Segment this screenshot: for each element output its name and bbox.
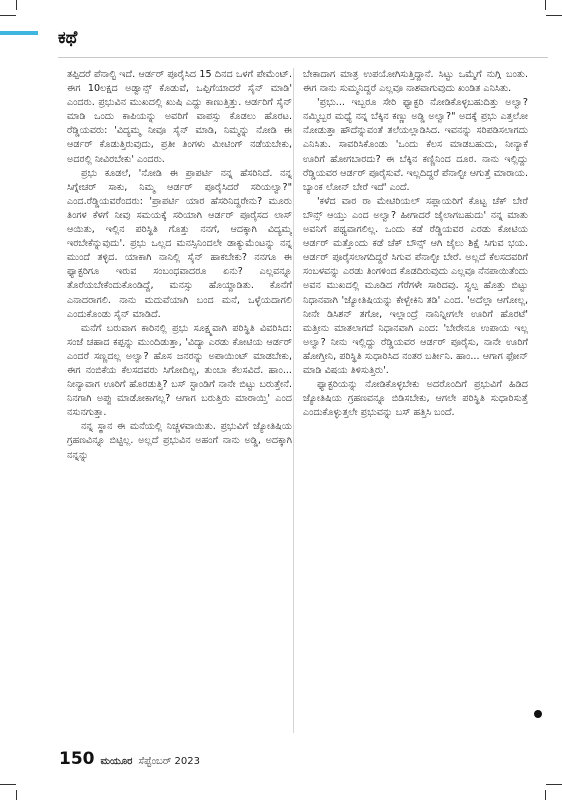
story-end-bullet xyxy=(534,710,542,718)
crop-mark xyxy=(16,0,17,10)
paragraph: ತಪ್ಪಿದರೆ ಪೆನಾಲ್ಟಿ ಇದೆ. ಆರ್ಡರ್ ಪೂರೈಸಿದ 15 ದಿನದ ಒಳಗೆ ಪೇಮೆಂಟ್. ಈಗ 10ಲಕ್ಷದ ಅಡ್ವಾನ್ಸ್ ಕೊಡುವೆ, ಒಪ್ಪಿಗೆಯಾದರೆ ಸೈನ್ ಮಾಡಿ' ಎಂದರು. ಪ್ರಭುವಿನ ಮುಖದಲ್ಲಿ ಖುಷಿ ಎದ್ದು ಕಾಣುತ್ತಿತ್ತು. ಆರ್ಡರಿಗೆ ಸೈನ್ ಮಾಡಿ ಒಂದು ಕಾಪಿಯನ್ನು ಅವರಿಗೆ ವಾಪಸ್ಸು ಕೊಡಲು ಹೊರಟ. ರೆಡ್ಡಿಯವರು: 'ವಿದ್ಯಮ್ಮ ನೀವೂ ಸೈನ್ ಮಾಡಿ, ನಿಮ್ಮನ್ನು ನೋಡಿ ಈ ಆರ್ಡರ್ ಕೊಡುತ್ತಿರುವುದು, ಪ್ರತೀ ತಿಂಗಳು ಮೀಟಿಂಗ್ ನಡೆಯಬೇಕು, ಅದರಲ್ಲಿ ನೀವಿರಬೇಕು' ಎಂದರು. xyxy=(67,69,292,165)
crop-mark xyxy=(546,15,562,16)
story-column-left xyxy=(67,68,292,740)
crop-mark xyxy=(0,15,16,16)
paragraph: ನನ್ನ ಸ್ಥಾನ ಈ ಮನೆಯಲ್ಲಿ ನಿಚ್ಚಳವಾಯಿತು. ಪ್ರಭುವಿಗೆ ಜ್ಯೋತಿಷಿಯ ಗ್ರಹಣವಿನ್ನೂ ಬಿಟ್ಟಿಲ್ಲ. ಅಲ್ಲದೆ ಪ್ರಭುವಿನ ಅಹಂಗೆ ನಾನು ಅಡ್ಡಿ, ಅದಕ್ಕಾಗಿ ನನ್ನನ್ನು xyxy=(67,421,292,461)
issue-date: ಸೆಪ್ಟೆಂಬರ್ 2023 xyxy=(138,756,200,767)
section-accent-bar xyxy=(0,31,38,35)
paragraph: ಪ್ರಭು ಕೂಡಲೆ, 'ನೋಡಿ ಈ ಪ್ರಾಪರ್ಟಿ ನನ್ನ ಹೆಸರಿನಿದೆ. ನನ್ನ ಸಿಗ್ನೇಚರ್ ಸಾಕು, ನಿಮ್ಮ ಆರ್ಡರ್ ಪೂರೈಸಿದರೆ ಸರಿಯಲ್ವಾ?" ಎಂದ.ರೆಡ್ಡಿಯವರೆಂದರು: 'ಪ್ರಾಪರ್ಟಿ ಯಾರ ಹೆಸರಿನಿದ್ದರೇನು? ಮೂರು ತಿಂಗಳ ಕೆಳಗೆ ನೀವು ಸಮಯಕ್ಕೆ ಸರಿಯಾಗಿ ಆರ್ಡರ್ ಪೂರೈಸದ ಲಾಸ್ ಆಯಿತು, ಇಲ್ಲಿನ ಪರಿಸ್ಥಿತಿ ಗೊತ್ತು ನನಗೆ, ಆದಕ್ಕಾಗಿ ವಿದ್ಯಮ್ಮ ಇರಬೇಕೆನ್ನುವುದು'. ಪ್ರಭು ಒಲ್ಲದ ಮನಸ್ಸಿನಿಂದಲೇ ಡಾಕ್ಯುಮೆಂಟನ್ನು ನನ್ನ ಮುಂದೆ ತಳ್ಳಿದ. ಯಾಕಾಗಿ ನಾನಿಲ್ಲಿ ಸೈನ್ ಹಾಕಬೇಕು? ನನಗೂ ಈ ಫ್ಯಾಕ್ಟರಿಗೂ ಇರುವ ಸಂಬಂಧವಾದರೂ ಏನು? ಎಲ್ಲವನ್ನೂ ತೊರೆಯಬೇಕೆಂದುಕೊಂಡಿದ್ದೆ, ಮನಸ್ಸು ಹೊಯ್ದಾಡಿತು. ಕೊನೆಗೆ ಎನಾದರಾಗಲಿ. ನಾನು ಮದುವೆಯಾಗಿ ಬಂದ ಮನೆ, ಒಳ್ಳೆಯದಾಗಲಿ ಎಂದುಕೊಂಡು ಸೈನ್ ಮಾಡಿದೆ. xyxy=(67,167,292,320)
crop-mark xyxy=(0,784,16,785)
magazine-logo: ಮಯೂರ xyxy=(100,756,133,767)
paragraph: ಮನೆಗೆ ಬರುವಾಗ ಕಾರಿನಲ್ಲಿ ಪ್ರಭು ಸೂಕ್ಷ್ಮವಾಗಿ ಪರಿಸ್ಥಿತಿ ವಿವರಿಸಿದ: ಸಂಜೆ ಚಹಾದ ಕಪ್ಪನ್ನು ಮುಂದಿಡುತ್ತಾ, 'ವಿದ್ಯಾ ಎರಡು ಕೋಟಿಯ ಆರ್ಡರ್ ಎಂದರೆ ಸಣ್ಣದಲ್ಲ ಅಲ್ವಾ? ಹೊಸ ಜನರನ್ನು ಅಪಾಯಿಂಟ್ ಮಾಡಬೇಕು, ಈಗ ನಂಬಿಕೆಯ ಕೆಲಸದವರು ಸಿಗೋದಿಲ್ಲ, ತುಂಬಾ ಕೆಲಸವಿದೆ. ಹಾಂ... ನೀನ್ಯಾವಾಗ ಊರಿಗೆ ಹೊರಡುತ್ತಿ? ಬಸ್ ಸ್ಟಾಂಡಿಗೆ ನಾನೇ ಬಿಟ್ಟು ಬರುತ್ತೇನೆ. ನಿನಗಾಗಿ ಅಪ್ಪು ಮಾಡೋಕಾಗಲ್ಲ? ಆಗಾಗ ಬರುತ್ತಿರು ಮಾರಾಯ್ತಿ' ಎಂದ ನಸುನಗುತ್ತಾ. xyxy=(67,322,292,419)
header-divider xyxy=(58,57,548,58)
paragraph: 'ಕಳೆದ ವಾರ ರಾ ಮೇಟಿರಿಯಲ್ ಸಪ್ಲಾಯರಿಗೆ ಕೊಟ್ಟ ಚೆಕ್ ಬೇರೆ ಬೌನ್ಸ್ ಆಯ್ತು ಎಂದ ಅಲ್ವಾ? ಹೀಗಾದರೆ ಜೈಲಾಗಬಹುದು' ನನ್ನ ಮಾತು ಅವನಿಗೆ ಪಥ್ಯವಾಗಲಿಲ್ಲ. ಒಂದು ಕಡೆ ರೆಡ್ಡಿಯವರ ಎರಡು ಕೋಟಿಯ ಆರ್ಡರ್ ಮತ್ತೊಂದು ಕಡೆ ಚೆಕ್ ಬೌನ್ಸ್ ಆಗಿ ಜೈಲು ಶಿಕ್ಷೆ ಸಿಗುವ ಭಯ. ಆರ್ಡರ್ ಪೂರೈಸಲಾಗದಿದ್ದರೆ ಸಿಗುವ ಪೆನಾಲ್ಟೀ ಬೇರೆ. ಅಲ್ಲದೆ ಕೆಲಸದವರಿಗೆ ಸಂಬಳವನ್ನು ಎರಡು ತಿಂಗಳಿಂದ ಕೊಡದಿರುವುದು ಎಲ್ಲವೂ ನೆನಪಾಯಿತೆಂದು ಅವನ ಮುಖದಲ್ಲಿ ಮೂಡಿದ ಗೆರೆಗಳೇ ಸಾರಿದವು. ಸ್ವಲ್ಪ ಹೊತ್ತು ಬಿಟ್ಟು ನಿಧಾನವಾಗಿ 'ಜ್ಯೋತಿಷಿಯನ್ನು ಕೇಳ್ಬೇಕಿನಿ ತಡಿ' ಎಂದ. 'ಅದೆಲ್ಲಾ ಆಗೋಲ್ಲ, ನೀನೇ ಡಿಸಿಶನ್ ತಗೋ, ಇಲ್ಲಾಂದ್ರೆ ನಾನಿನ್ನೀಗಲೇ ಊರಿಗೆ ಹೊರಟೆ' ಮತ್ತೀನು ಮಾತಲಾಗದೆ ನಿಧಾನವಾಗಿ ಎಂದ: 'ಬೇರೇನೂ ಉಪಾಯ ಇಲ್ಲ ಅಲ್ವಾ? ನೀನು ಇಲ್ಲಿದ್ದು ರೆಡ್ಡಿಯವರ ಆರ್ಡರ್ ಪೂರೈಸು, ನಾನೇ ಊರಿಗೆ ಹೋಗ್ತೀನಿ, ಪರಿಸ್ಥಿತಿ ಸುಧಾರಿಸಿದ ನಂತರ ಬರ್ತೀನಿ. ಹಾಂ... ಆಗಾಗ ಫೋನ್ ಮಾಡಿ ವಿಷಯ ತಿಳಿಸುತ್ತಿರು'. xyxy=(303,195,528,376)
crop-mark xyxy=(545,0,546,10)
paragraph: ಬೇಕಾದಾಗ ಮಾತ್ರ ಉಪಯೋಗಿಸುತ್ತಿದ್ದಾನೆ. ಸಿಟ್ಟು ಒಮ್ಮೆಗೆ ನುಗ್ಗಿ ಬಂತು. ಈಗ ನಾನು ಸುಮ್ಮನಿದ್ದರೆ ಎಲ್ಲವೂ ನಾಶವಾಗುವುದು ಖಂಡಿತ ಎನಿಸಿತು. xyxy=(303,69,528,95)
crop-mark xyxy=(545,790,546,800)
column-divider xyxy=(293,68,294,733)
crop-mark xyxy=(16,790,17,800)
story-column-right xyxy=(303,68,528,740)
section-title: ಕಥೆ xyxy=(58,28,78,48)
paragraph: ಫ್ಯಾಕ್ಟರಿಯನ್ನು ನೋಡಿಕೊಳ್ಳಬೇಕು ಅದರೊಂದಿಗೆ ಪ್ರಭುವಿಗೆ ಹಿಡಿದ ಜ್ಯೋತಿಷಿಯ ಗ್ರಹಣವನ್ನೂ ಬಿಡಿಸಬೇಕು, ಆಗಲೇ ಪರಿಸ್ಥಿತಿ ಸುಧಾರಿಸುತ್ತೆ ಎಂದುಕೊಳ್ಳುತ್ತಲೇ ಪ್ರಭುವನ್ನು ಬಸ್ ಹತ್ತಿಸಿ ಬಂದೆ. xyxy=(303,379,528,419)
paragraph: 'ಪ್ರಭು... ಇಬ್ಬರೂ ಸೇರಿ ಫ್ಯಾಕ್ಟರಿ ನೋಡಿಕೊಳ್ಳಬಹುದಿತ್ತು ಅಲ್ವಾ? ನಮ್ಮಿಬ್ಬರ ಮಧ್ಯೆ ನನ್ನ ಬೆಕ್ಕಿನ ಕಣ್ಣು ಅಡ್ಡಿ ಅಲ್ವಾ?" ಅದಕ್ಕೆ ಪ್ರಭು ಎತ್ತಲೋ ನೋಡುತ್ತಾ ಹೌದೆನ್ನುವಂತೆ ತಲೆಯಲ್ಲಾಡಿಸಿದ. ಇವನನ್ನು ಸರಿಪಡಿಸಲಾಗದು ಎನಿಸಿತು. ಸಾವರಿಸಿಕೊಂಡು 'ಒಂದು ಕೆಲಸ ಮಾಡಬಹುದು, ನೀನ್ಯಾಕೆ ಊರಿಗೆ ಹೋಗಬಾರದು? ಈ ಬೆಕ್ಕಿನ ಕಣ್ಣಿನಿಂದ ದೂರ. ನಾನು ಇಲ್ಲಿದ್ದು ರೆಡ್ಡಿಯವರ ಆರ್ಡರ್ ಪೂರೈಸುವೆ. ಇಲ್ಲದಿದ್ದರೆ ಪೆನಾಲ್ಟೀ ಆಗುತ್ತೆ ಮಾರಾಯ. ಬ್ಯಾಂಕ ಲೋನ್ ಬೇರೆ ಇದೆ' ಎಂದೆ. xyxy=(303,97,528,193)
page-number: 150 xyxy=(59,749,95,769)
crop-mark xyxy=(546,784,562,785)
page-footer xyxy=(59,749,200,769)
